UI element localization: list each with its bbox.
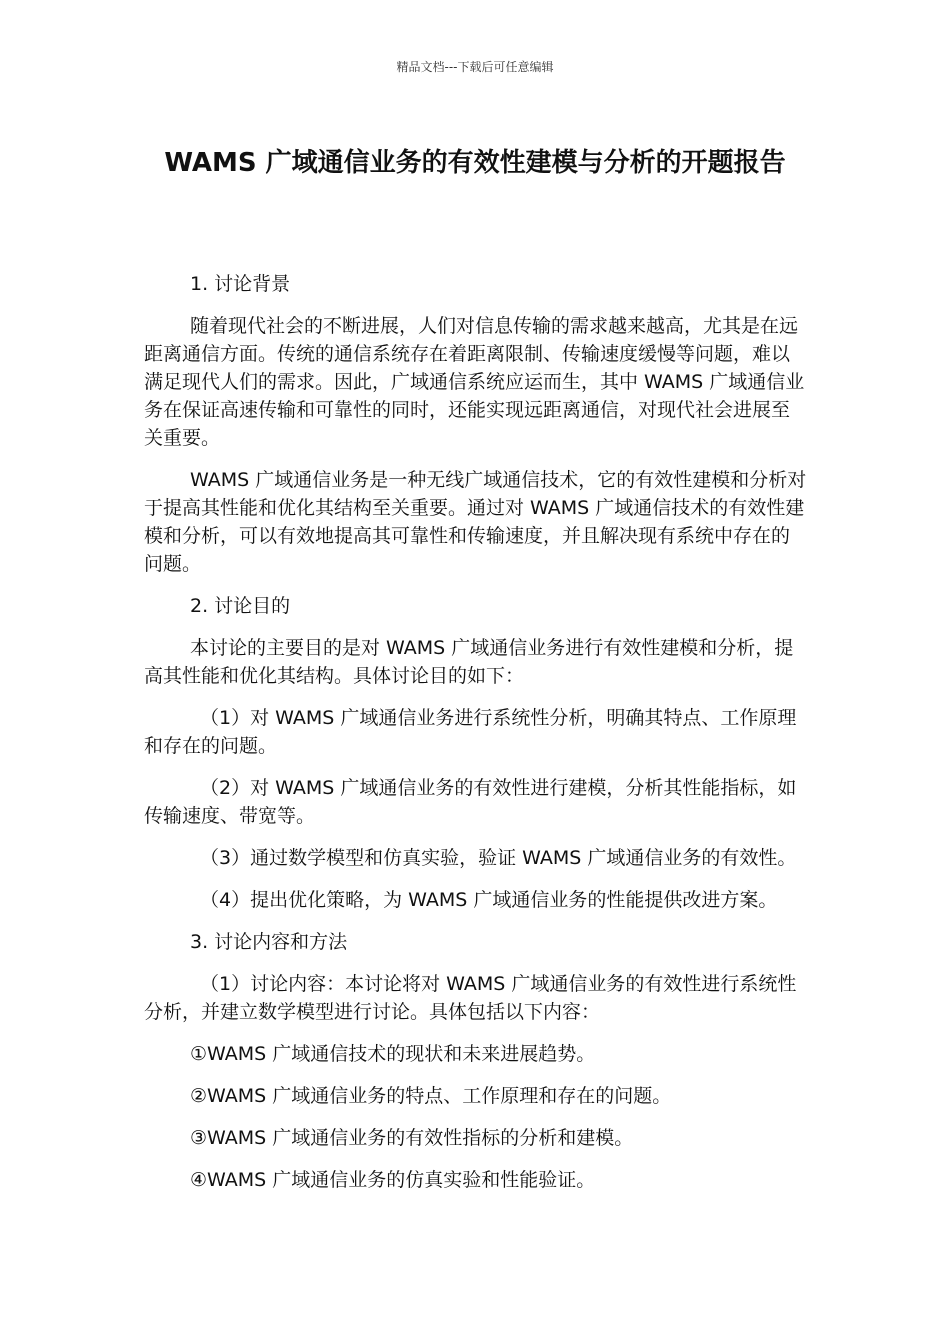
section-2-heading: 2. 讨论目的 bbox=[190, 595, 291, 617]
list-item: （1）对 WAMS 广域通信业务进行系统性分析，明确其特点、工作原理和存在的问题。 bbox=[144, 707, 797, 757]
list-item: ④WAMS 广域通信业务的仿真实验和性能验证。 bbox=[190, 1169, 596, 1191]
section-1-heading: 1. 讨论背景 bbox=[190, 273, 291, 295]
section-2-paragraph-1: 本讨论的主要目的是对 WAMS 广域通信业务进行有效性建模和分析，提高其性能和优化其结构。具体讨论目的如下： bbox=[144, 637, 794, 687]
section-3-paragraph-1: （1）讨论内容：本讨论将对 WAMS 广域通信业务的有效性进行系统性分析，并建立数学模型进行讨论。具体包括以下内容： bbox=[144, 973, 797, 1023]
list-item: （4）提出优化策略，为 WAMS 广域通信业务的性能提供改进方案。 bbox=[200, 889, 778, 911]
page-header-note: 精品文档---下载后可任意编辑 bbox=[396, 60, 554, 74]
list-item: ②WAMS 广域通信业务的特点、工作原理和存在的问题。 bbox=[190, 1085, 672, 1107]
section-1-paragraph-1: 随着现代社会的不断进展，人们对信息传输的需求越来越高，尤其是在远距离通信方面。传统的通信系统存在着距离限制、传输速度缓慢等问题，难以满足现代人们的需求。因此，广域通信系统应运而生，其中 WAMS 广域通信业务在保证高速传输和可靠性的同时，还能实现远距离通信，对现代社会进展至关重要。 bbox=[144, 315, 805, 449]
document-title: WAMS 广域通信业务的有效性建模与分析的开题报告 bbox=[164, 148, 786, 178]
list-item: ①WAMS 广域通信技术的现状和未来进展趋势。 bbox=[190, 1043, 596, 1065]
document-body bbox=[144, 270, 808, 1194]
list-item: （3）通过数学模型和仿真实验，验证 WAMS 广域通信业务的有效性。 bbox=[200, 847, 797, 869]
section-1-paragraph-2: WAMS 广域通信业务是一种无线广域通信技术，它的有效性建模和分析对于提高其性能和优化其结构至关重要。通过对 WAMS 广域通信技术的有效性建模和分析，可以有效地提高其可靠性和传输速度，并且解决现有系统中存在的问题。 bbox=[144, 469, 807, 575]
list-item: ③WAMS 广域通信业务的有效性指标的分析和建模。 bbox=[190, 1127, 634, 1149]
section-3-heading: 3. 讨论内容和方法 bbox=[190, 931, 348, 953]
list-item: （2）对 WAMS 广域通信业务的有效性进行建模，分析其性能指标，如传输速度、带宽等。 bbox=[144, 777, 797, 827]
